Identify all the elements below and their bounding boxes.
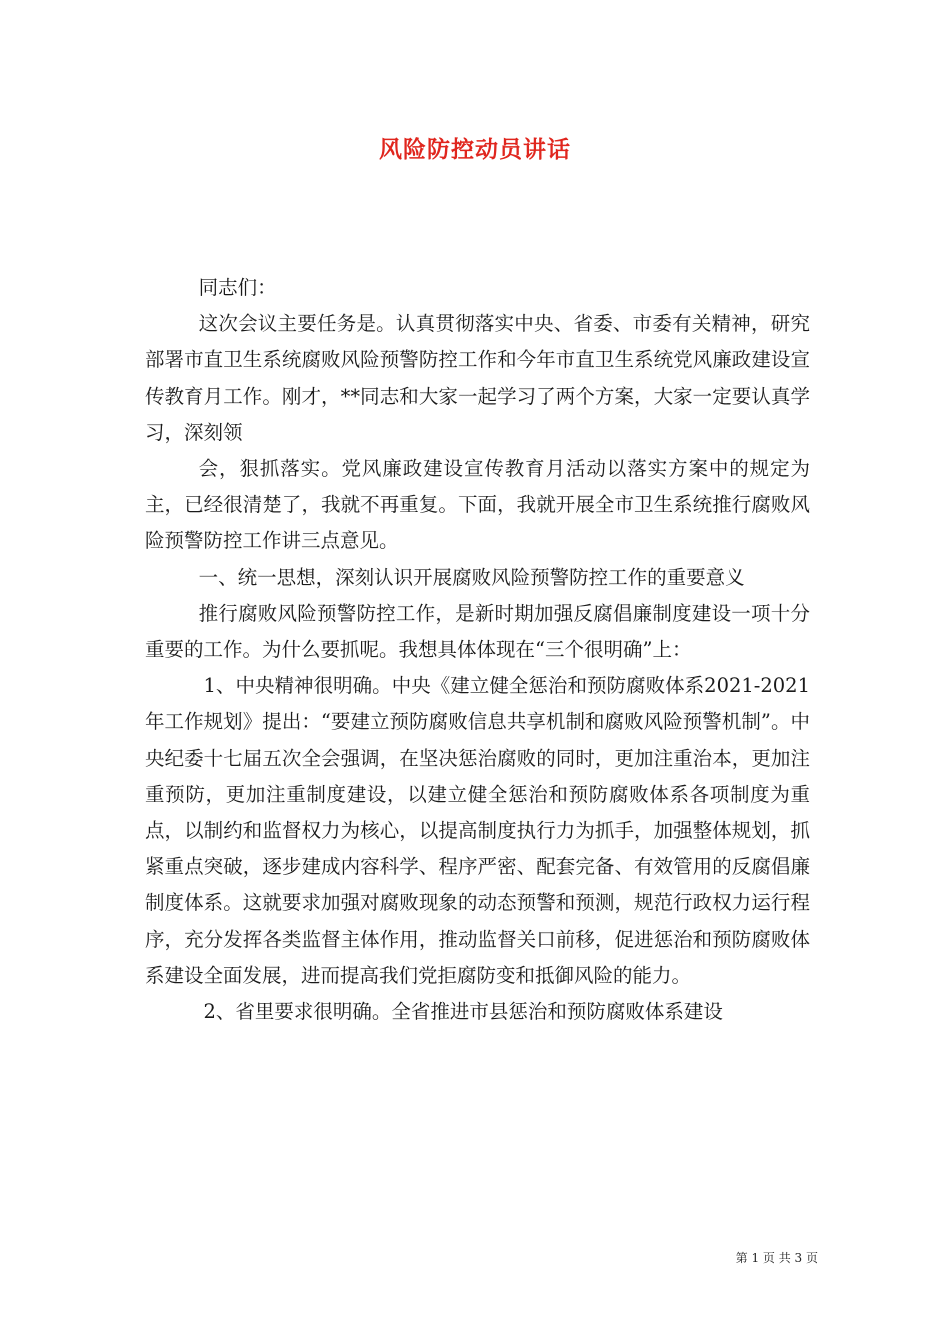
page-number: 第 1 页 共 3 页 xyxy=(735,1251,818,1265)
paragraph-greeting: 同志们： xyxy=(198,276,277,299)
paragraph-meeting-task: 这次会议主要任务是。认真贯彻落实中央、省委、市委有关精神，研究部署市直卫生系统腐败风险预警防控工作和今年市直卫生系统党风廉政建设宣传教育月工作。刚才，**同志和大家一起学习了两个方案，大家一定要认真学习，深刻领 xyxy=(145,312,810,444)
section-heading-one: 一、统一思想，深刻认识开展腐败风险预警防控工作的重要意义 xyxy=(198,565,745,589)
page-title: 风险防控动员讲话 xyxy=(379,136,571,163)
paragraph-central-spirit: 1、中央精神很明确。中央《建立健全惩治和预防腐败体系2021-2021年工作规划》提出：“要建立预防腐败信息共享机制和腐败风险预警机制”。中央纪委十七届五次全会强调，在坚决惩治腐败的同时，更加注重治本，更加注重预防，更加注重制度建设，以建立健全惩治和预防腐败体系各项制度为重点，以制约和监督权力为核心，以提高制度执行力为抓手，加强整体规划，抓紧重点突破，逐步建成内容科学、程序严密、配套完备、有效管用的反腐倡廉制度体系。这就要求加强对腐败现象的动态预警和预测，规范行政权力运行程序，充分发挥各类监督主体作用，推动监督关口前移，促进惩治和预防腐败体系建设全面发展，进而提高我们党拒腐防变和抵御风险的能力。 xyxy=(145,674,810,987)
paragraph-why: 推行腐败风险预警防控工作，是新时期加强反腐倡廉制度建设一项十分重要的工作。为什么要抓呢。我想具体体现在“三个很明确”上： xyxy=(145,601,810,662)
document-body xyxy=(145,270,810,1030)
paragraph-implementation: 会，狠抓落实。党风廉政建设宣传教育月活动以落实方案中的规定为主，已经很清楚了，我就不再重复。下面，我就开展全市卫生系统推行腐败风险预警防控工作讲三点意见。 xyxy=(145,457,810,553)
paragraph-provincial-requirement: 2、省里要求很明确。全省推进市县惩治和预防腐败体系建设 xyxy=(203,1000,723,1024)
